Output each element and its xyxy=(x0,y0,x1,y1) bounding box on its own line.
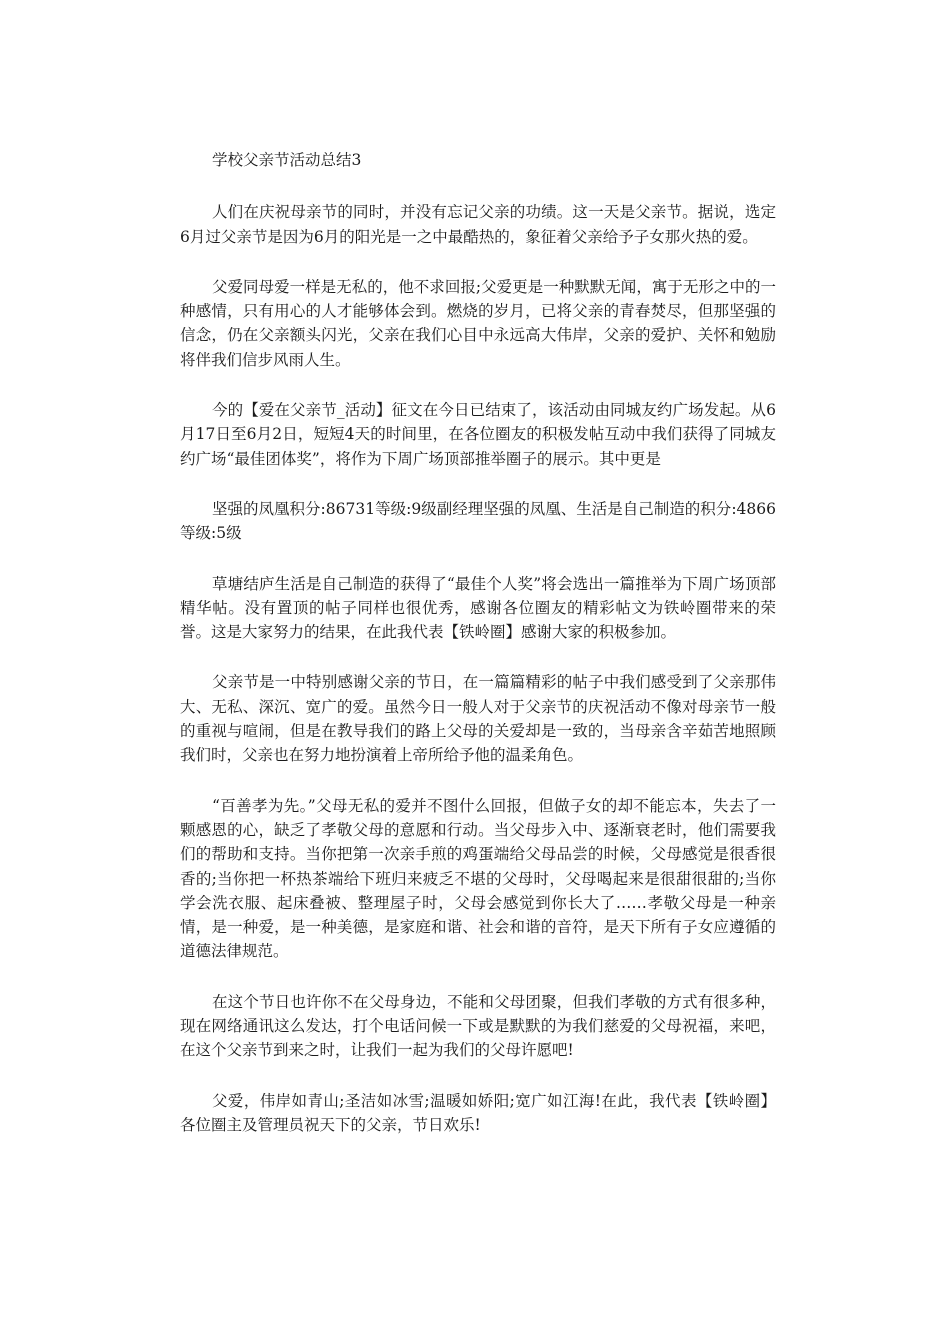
document-body xyxy=(180,148,776,1163)
paragraph-9: 父爱，伟岸如青山;圣洁如冰雪;温暖如娇阳;宽广如江海!在此，我代表【铁岭圈】各位圈主及管理员祝天下的父亲，节日欢乐! xyxy=(180,1091,776,1134)
paragraph-6: 父亲节是一中特别感谢父亲的节日，在一篇篇精彩的帖子中我们感受到了父亲那伟大、无私、深沉、宽广的爱。虽然今日一般人对于父亲节的庆祝活动不像对母亲节一般的重视与喧闹，但是在教导我们的路上父母的关爱却是一致的，当母亲含辛茹苦地照顾我们时，父亲也在努力地扮演着上帝所给予他的温柔角色。 xyxy=(180,673,776,765)
paragraph-4: 坚强的凤凰积分:86731等级:9级副经理坚强的凤凰、生活是自己制造的积分:4866等级:5级 xyxy=(180,499,776,543)
paragraph-7: “百善孝为先。”父母无私的爱并不图什么回报，但做子女的却不能忘本，失去了一颗感恩的心，缺乏了孝敬父母的意愿和行动。当父母步入中、逐渐衰老时，他们需要我们的帮助和支持。当你把第一次亲手煎的鸡蛋端给父母品尝的时候，父母感觉是很香很香的;当你把一杯热茶端给下班归来疲乏不堪的父母时，父母喝起来是很甜很甜的;当你学会洗衣服、起床叠被、整理屋子时，父母会感觉到你长大了……孝敬父母是一种亲情，是一种爱，是一种美德，是家庭和谐、社会和谐的音符，是天下所有子女应遵循的道德法律规范。 xyxy=(180,796,776,961)
paragraph-1: 人们在庆祝母亲节的同时，并没有忘记父亲的功绩。这一天是父亲节。据说，选定6月过父亲节是因为6月的阳光是一之中最酷热的，象征着父亲给予子女那火热的爱。 xyxy=(180,203,776,246)
paragraph-8: 在这个节日也许你不在父母身边，不能和父母团聚，但我们孝敬的方式有很多种，现在网络通讯这么发达，打个电话问候一下或是默默的为我们慈爱的父母祝福，来吧，在这个父亲节到来之时，让我们一起为我们的父母许愿吧! xyxy=(180,992,776,1060)
paragraph-5: 草塘结庐生活是自己制造的获得了“最佳个人奖”将会选出一篇推举为下周广场顶部精华帖。没有置顶的帖子同样也很优秀，感谢各位圈友的精彩帖文为铁岭圈带来的荣誉。这是大家努力的结果，在此我代表【铁岭圈】感谢大家的积极参加。 xyxy=(180,574,776,642)
document-title: 学校父亲节活动总结3 xyxy=(212,151,362,169)
paragraph-2: 父爱同母爱一样是无私的，他不求回报;父爱更是一种默默无闻，寓于无形之中的一种感情，只有用心的人才能够体会到。燃烧的岁月，已将父亲的青春焚尽，但那坚强的信念，仍在父亲额头闪光，父亲在我们心目中永远高大伟岸，父亲的爱护、关怀和勉励将伴我们信步风雨人生。 xyxy=(180,277,776,369)
paragraph-3: 今的【爱在父亲节_活动】征文在今日已结束了，该活动由同城友约广场发起。从6月17日至6月2日，短短4天的时间里，在各位圈友的积极发帖互动中我们获得了同城友约广场“最佳团体奖”，将作为下周广场顶部推举圈子的展示。其中更是 xyxy=(180,401,776,468)
